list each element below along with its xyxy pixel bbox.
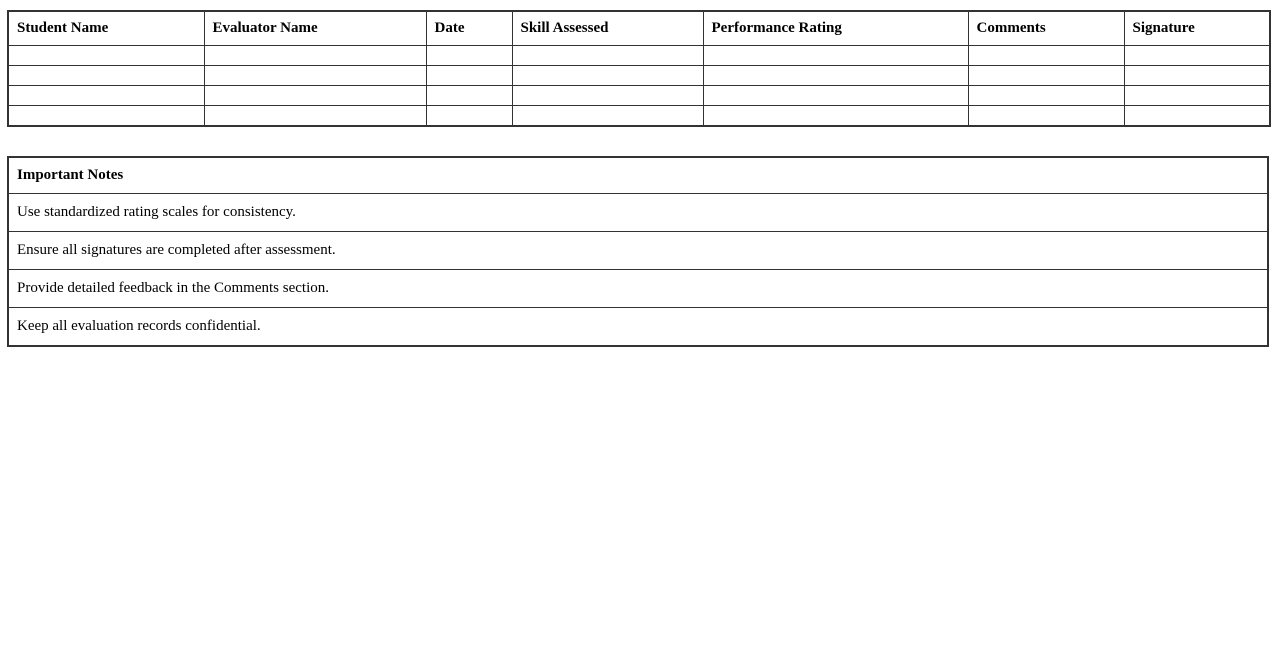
note-item: Ensure all signatures are completed after assessment. [8,232,1268,270]
table-row [8,66,1270,86]
note-item: Provide detailed feedback in the Comments section. [8,270,1268,308]
empty-cell [968,46,1124,66]
column-header-skill-assessed: Skill Assessed [512,11,703,46]
empty-cell [1124,66,1270,86]
empty-cell [703,46,968,66]
note-row [8,232,1268,270]
table-row [8,106,1270,127]
empty-cell [204,46,426,66]
note-row [8,308,1268,347]
empty-cell [512,46,703,66]
empty-cell [8,66,204,86]
table-row [8,46,1270,66]
notes-header: Important Notes [8,157,1268,194]
note-row [8,270,1268,308]
header-row [8,11,1270,46]
empty-cell [204,66,426,86]
empty-cell [426,106,512,127]
empty-cell [703,86,968,106]
empty-cell [703,106,968,127]
evaluation-table-body [8,46,1270,127]
column-header-student-name: Student Name [8,11,204,46]
note-item: Use standardized rating scales for consistency. [8,194,1268,232]
empty-cell [512,66,703,86]
empty-cell [968,66,1124,86]
empty-cell [8,106,204,127]
empty-cell [8,46,204,66]
empty-cell [1124,46,1270,66]
empty-cell [204,106,426,127]
column-header-evaluator-name: Evaluator Name [204,11,426,46]
empty-cell [512,86,703,106]
empty-cell [8,86,204,106]
skill-evaluation-table [7,10,1271,127]
important-notes-table [7,156,1269,347]
empty-cell [426,46,512,66]
column-header-comments: Comments [968,11,1124,46]
empty-cell [968,106,1124,127]
empty-cell [703,66,968,86]
empty-cell [1124,106,1270,127]
column-header-signature: Signature [1124,11,1270,46]
empty-cell [1124,86,1270,106]
note-item: Keep all evaluation records confidential. [8,308,1268,347]
empty-cell [512,106,703,127]
note-row [8,194,1268,232]
column-header-date: Date [426,11,512,46]
table-row [8,86,1270,106]
empty-cell [426,86,512,106]
column-header-performance-rating: Performance Rating [703,11,968,46]
empty-cell [426,66,512,86]
empty-cell [968,86,1124,106]
notes-header-row [8,157,1268,194]
empty-cell [204,86,426,106]
